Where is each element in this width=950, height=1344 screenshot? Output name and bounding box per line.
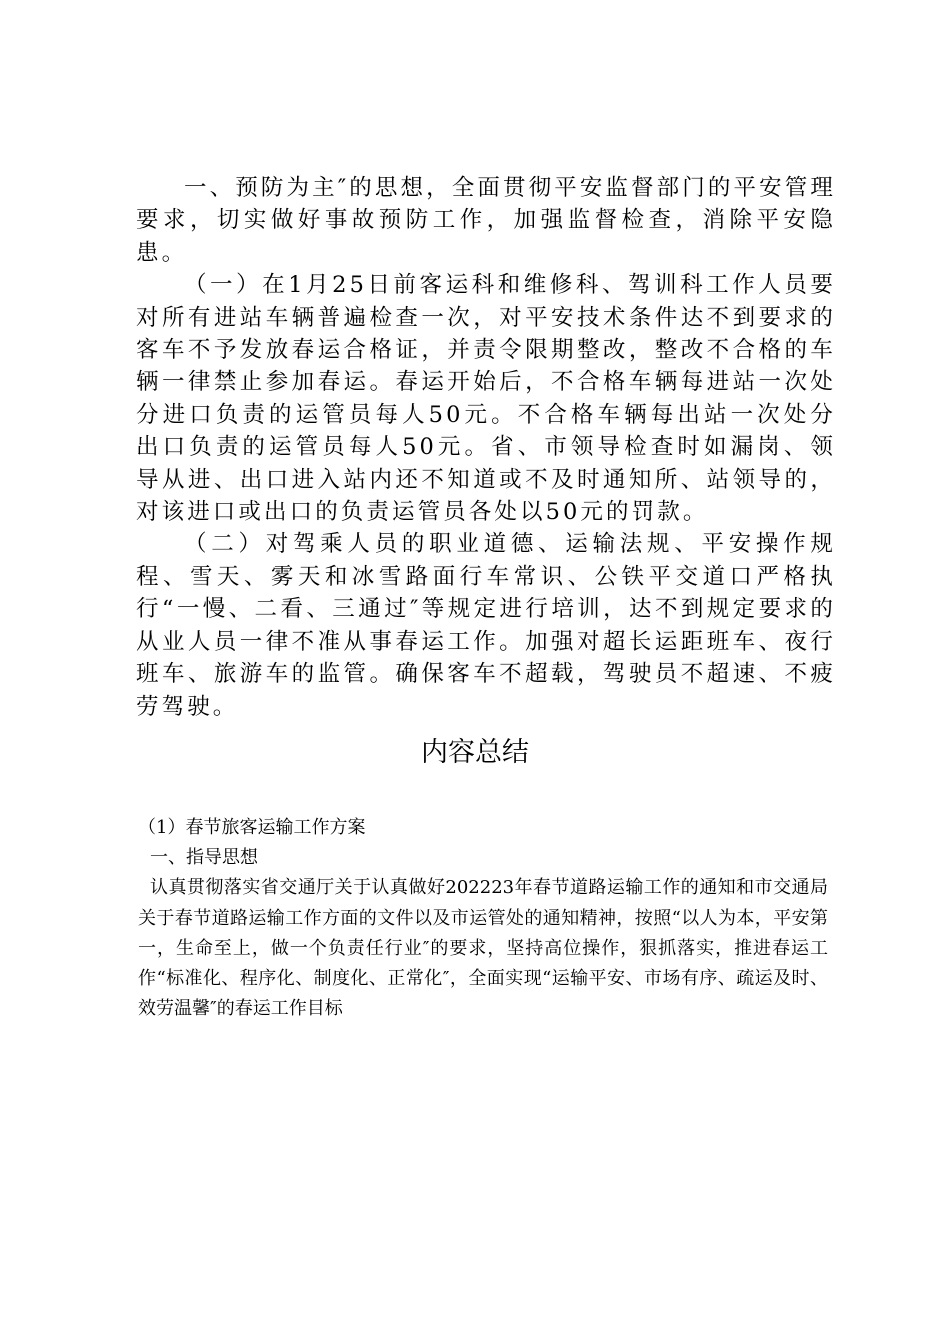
summary-item-title: （1）春节旅客运输工作方案 <box>138 817 366 838</box>
body-paragraph-3: （二）对驾乘人员的职业道德、运输法规、平安操作规程、雪天、雾天和冰雪路面行车常识、公铁平交道口严格执行“一慢、二看、三通过″等规定进行培训，达不到规定要求的从业人员一律不准从事春运工作。加强对超长运距班车、夜行班车、旅游车的监管。确保客车不超载，驾驶员不超速、不疲劳驾驶。 <box>136 531 836 720</box>
summary-section-heading: 一、指导思想 <box>150 847 258 869</box>
summary-section <box>138 813 828 1024</box>
body-paragraph-2: （一）在1月25日前客运科和维修科、驾训科工作人员要对所有进站车辆普遍检查一次，对平安技术条件达不到要求的客车不予发放春运合格证，并责令限期整改，整改不合格的车辆一律禁止参加春运。春运开始后，不合格车辆每进站一次处分进口负责的运管员每人50元。不合格车辆每出站一次处分出口负责的运管员每人50元。省、市领导检查时如漏岗、领导从进、出口进入站内还不知道或不及时通知所、站领导的，对该进口或出口的负责运管员各处以50元的罚款。 <box>136 272 836 526</box>
summary-paragraph: 认真贯彻落实省交通厅关于认真做好202223年春节道路运输工作的通知和市交通局关于春节道路运输工作方面的文件以及市运管处的通知精神，按照“以人为本，平安第一，生命至上，做一个负责任行业″的要求，坚持高位操作，狠抓落实，推进春运工作“标准化、程序化、制度化、正常化″，全面实现“运输平安、市场有序、疏运及时、效劳温馨″的春运工作目标 <box>138 877 828 1020</box>
summary-title: 内容总结 <box>421 737 529 768</box>
body-paragraph-1: 一、预防为主″的思想，全面贯彻平安监督部门的平安管理要求，切实做好事故预防工作，加强监督检查，消除平安隐患。 <box>136 175 836 266</box>
document-body <box>136 172 836 723</box>
